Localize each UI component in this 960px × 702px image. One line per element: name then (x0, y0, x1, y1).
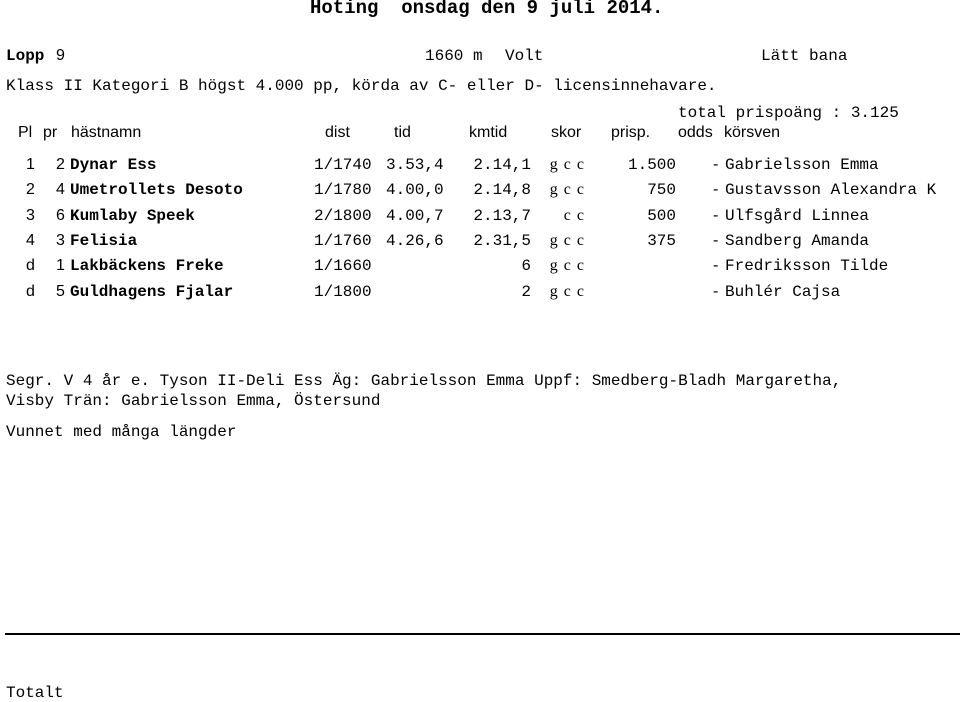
total-prize: total prispoäng : 3.125 (678, 104, 899, 122)
cell-horse: Guldhagens Fjalar (70, 283, 234, 301)
cell-pr: 1 (56, 257, 65, 274)
cell-dist: 2/1800 (314, 207, 372, 225)
cell-skor: g c c (549, 283, 585, 300)
cell-odds: - (713, 207, 719, 224)
col-horse: hästnamn (71, 124, 142, 141)
col-dist: dist (325, 124, 350, 141)
col-skor: skor (551, 124, 582, 141)
race-comment: Vunnet med många längder (6, 423, 237, 441)
col-driver: körsven (724, 124, 781, 141)
race-start-type: Volt (505, 47, 544, 65)
cell-pr: 6 (56, 207, 65, 224)
cell-pl: 4 (26, 232, 35, 249)
cell-skor: g c c (549, 257, 585, 274)
cell-skor: g c c (549, 156, 585, 173)
cell-driver: Gustavsson Alexandra K (725, 181, 937, 199)
cell-horse: Dynar Ess (70, 156, 157, 174)
cell-driver: Fredriksson Tilde (725, 257, 889, 275)
cell-driver: Sandberg Amanda (725, 232, 870, 250)
cell-horse: Felisia (70, 232, 138, 250)
cell-pr: 4 (56, 181, 65, 198)
cell-kmtid: 2.14,1 (473, 156, 531, 174)
cell-horse: Umetrollets Desoto (70, 181, 243, 199)
cell-pl: 2 (26, 181, 35, 198)
col-pl: Pl (18, 124, 33, 141)
cell-kmtid: 2.31,5 (473, 232, 531, 250)
cell-prisp: 750 (647, 181, 676, 199)
lopp-label: Lopp (6, 47, 45, 65)
cell-driver: Gabrielsson Emma (725, 156, 879, 174)
cell-tid: 3.53,4 (386, 156, 444, 174)
race-distance: 1660 m (425, 47, 483, 65)
col-kmtid: kmtid (469, 124, 508, 141)
cell-prisp: 500 (647, 207, 676, 225)
cell-pr: 5 (56, 283, 65, 300)
col-pr: pr (43, 124, 58, 141)
cell-dist: 1/1660 (314, 257, 372, 275)
winner-info-line2: Visby Trän: Gabrielsson Emma, Östersund (6, 392, 381, 410)
cell-pr: 2 (56, 156, 65, 173)
cell-skor: g c c (549, 232, 585, 249)
winner-info-line1: Segr. V 4 år e. Tyson II-Deli Ess Äg: Gabrielsson Emma Uppf: Smedberg-Bladh Margaretha, (6, 372, 842, 390)
cell-prisp: 1.500 (627, 156, 676, 174)
race-class: Klass II Kategori B högst 4.000 pp, körda av C- eller D- licensinnehavare. (6, 77, 717, 95)
cell-prisp: 375 (647, 232, 676, 250)
cell-dist: 1/1780 (314, 181, 372, 199)
cell-tid: 4.00,0 (386, 181, 444, 199)
cell-tid: 4.00,7 (386, 207, 444, 225)
cell-dist: 1/1760 (314, 232, 372, 250)
cell-pl: 1 (26, 156, 35, 173)
cell-horse: Kumlaby Speek (70, 207, 195, 225)
lopp-number: 9 (56, 47, 65, 64)
cell-dist: 1/1800 (314, 283, 372, 301)
cell-odds: - (713, 156, 719, 173)
cell-odds: - (713, 283, 719, 300)
cell-odds: - (713, 232, 719, 249)
cell-horse: Lakbäckens Freke (70, 257, 224, 275)
total-label: Totalt (6, 684, 64, 702)
cell-skor: g c c (549, 181, 585, 198)
col-prisp: prisp. (611, 124, 651, 141)
cell-pl: 3 (26, 207, 35, 224)
cell-tid: 4.26,6 (386, 232, 444, 250)
cell-kmtid: 2 (521, 283, 531, 301)
cell-pl: d (26, 283, 35, 300)
cell-dist: 1/1740 (314, 156, 372, 174)
section-divider (5, 633, 960, 635)
col-tid: tid (394, 124, 411, 141)
page-title: Hoting onsdag den 9 juli 2014. (310, 0, 664, 19)
cell-driver: Ulfsgård Linnea (725, 207, 870, 225)
cell-odds: - (713, 257, 719, 274)
cell-kmtid: 2.14,8 (473, 181, 531, 199)
cell-kmtid: 2.13,7 (473, 207, 531, 225)
cell-pr: 3 (56, 232, 65, 249)
col-odds: odds (678, 124, 713, 141)
cell-skor: c c (563, 207, 585, 224)
cell-odds: - (713, 181, 719, 198)
cell-kmtid: 6 (521, 257, 531, 275)
track-condition: Lätt bana (761, 47, 848, 65)
cell-pl: d (26, 257, 35, 274)
cell-driver: Buhlér Cajsa (725, 283, 841, 301)
